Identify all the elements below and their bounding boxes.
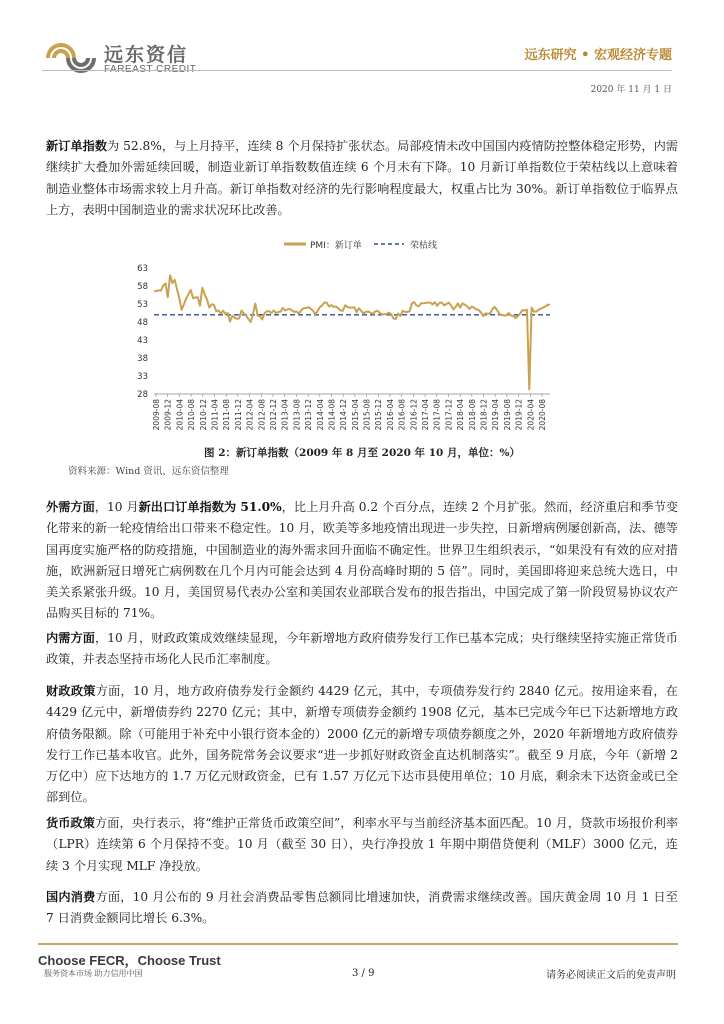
x-tick-label: 2013-08 [292,399,302,431]
brand-name-en: FAREAST CREDIT [104,64,197,75]
paragraph-domestic-demand [46,628,678,671]
paragraph-text: 方面，10 月公布的 9 月社会消费品零售总额同比增速加快，消费需求继续改善。国庆黄金周 10 月 1 日至 7 日消费金额同比增长 6.3%。 [46,890,678,926]
x-tick-label: 2014-08 [327,399,337,431]
y-tick-label: 53 [137,300,148,310]
term-monetary-policy: 货币政策 [46,816,95,830]
x-tick-label: 2012-12 [268,399,278,431]
y-tick-label: 33 [137,372,148,382]
page-header [0,0,724,105]
paragraph-text: ，比上月升高 0.2 个百分点，连续 2 个月扩张。然而，经济重启和季节变化带来的新一轮疫情给出口带来不稳定性。10 月，欧美等多地疫情出现进一步失控，日新增病例屡创新高，法、德等国再度实施严格的防疫措施，中国制造业的海外需求回升面临不确定性。世界卫生组织表示，“如果没有有效的应对措施，欧洲新冠日增死亡病例数在几个月内可能会达到 4 月份高峰时期的 5 倍”。同时，美国即将迎来总统大选日，中美关系紧张升级。10 月，美国贸易代表办公室和美国农业部联合发布的报告指出，中国完成了第一阶段贸易协议农产品购买目标的 71%。 [46,500,679,621]
legend-label-threshold: 荣枯线 [410,241,438,251]
paragraph-text: 方面，10 月，地方政府债券发行金额约 4429 亿元，其中，专项债券发行约 2840 亿元。按用途来看，在 4429 亿元中，新增债券约 2270 亿元；其中，新增专项债券金额约 1908 亿元，基本已完成今年已下达新增地方政府债务限额。除（可能用于补充中小银行资本金的）2000 亿元的新增专项债券额度之外，2020 年新增地方政府债券发行工作已基本收官。此外，国务院常务会议要求“进一步抓好财政资金直达机制落实”。截至 9 月底，今年（新增 2 万亿中）应下达地方的 1.7 万亿元财政资金，已有 1.57 万亿元下达市县使用单位；10 月底，剩余未下达资金或已全部到位。 [46,684,678,805]
x-tick-label: 2015-04 [350,399,360,431]
term-consumption: 国内消费 [46,890,96,904]
x-tick-label: 2015-08 [362,399,372,431]
paragraph-fiscal-policy [46,681,678,809]
legend-label-pmi: PMI：新订单 [310,241,362,251]
new-orders-index-chart [118,234,558,439]
y-tick-label: 28 [137,390,148,400]
x-tick-label: 2011-08 [222,399,232,431]
x-tick-label: 2018-12 [479,399,489,431]
term-new-export-orders: 新出口订单指数为 51.0% [138,500,282,514]
x-tick-label: 2009-12 [163,399,173,431]
figure-source: 资料来源：Wind 资讯，远东资信整理 [68,466,229,477]
x-tick-label: 2013-04 [280,399,290,431]
term-fiscal-policy: 财政政策 [46,684,96,698]
x-tick-label: 2012-08 [257,399,267,431]
y-tick-label: 43 [137,336,148,346]
x-tick-label: 2010-12 [198,399,208,431]
paragraph-consumption [46,887,678,930]
chart-legend [284,239,437,251]
x-tick-label: 2012-04 [245,399,255,431]
y-axis [137,264,148,400]
x-tick-label: 2010-08 [187,399,197,431]
footer-disclaimer: 请务必阅读正文后的免责声明 [546,970,676,981]
y-tick-label: 63 [137,264,148,274]
x-tick-label: 2016-12 [409,399,419,431]
brand-name-cn: 远东资信 [104,44,189,66]
x-tick-label: 2018-04 [456,399,466,431]
figure-caption: 图 2：新订单指数（2009 年 8 月至 2020 年 10 月，单位：%） [204,447,520,459]
report-date: 2020 年 11 月 1 日 [590,85,672,95]
y-tick-label: 38 [137,354,148,364]
x-tick-label: 2016-04 [385,399,395,431]
x-tick-label: 2011-04 [210,399,220,431]
x-tick-label: 2014-12 [339,399,349,431]
x-tick-label: 2019-04 [491,399,501,431]
x-tick-label: 2019-12 [514,399,524,431]
x-tick-label: 2020-08 [538,399,547,431]
term-external-demand: 外需方面 [46,500,95,514]
x-tick-label: 2014-04 [315,399,325,431]
page-number: 3 / 9 [352,968,375,979]
term-domestic-demand: 内需方面 [46,631,96,645]
x-tick-label: 2017-04 [421,399,431,431]
x-tick-label: 2020-04 [526,399,536,431]
x-tick-label: 2010-04 [175,399,185,431]
footer-subslogan: 服务资本市场 助力信用中国 [44,969,143,978]
y-tick-label: 58 [137,282,148,292]
x-tick-label: 2009-08 [152,399,161,431]
x-tick-label: 2017-12 [444,399,454,431]
paragraph-external-demand [46,497,678,625]
term-new-orders: 新订单指数 [46,139,108,153]
paragraph-text: ，10 月 [94,500,139,514]
x-tick-label: 2019-08 [502,399,512,431]
x-axis [152,394,547,430]
pmi-new-orders-series [154,275,550,389]
footer-divider [38,943,678,945]
y-tick-label: 48 [137,318,148,328]
footer-slogan: Choose FECR，Choose Trust [38,953,221,968]
x-tick-label: 2016-08 [397,399,407,431]
section-title: 远东研究 • 宏观经济专题 [524,48,672,63]
paragraph-text: ，10 月，财政政策成效继续显现，今年新增地方政府债券发行工作已基本完成；央行继续坚持实施正常货币政策，并表态坚持市场化人民币汇率制度。 [46,631,678,667]
x-tick-label: 2011-12 [233,399,243,431]
paragraph-monetary-policy [46,813,678,877]
paragraph-new-orders [46,136,678,221]
x-tick-label: 2018-08 [467,399,477,431]
header-divider [42,70,672,71]
x-tick-label: 2013-12 [304,399,314,431]
x-tick-label: 2017-08 [432,399,442,431]
paragraph-text: 为 52.8%，与上月持平，连续 8 个月保持扩张状态。局部疫情未改中国国内疫情防控整体稳定形势，内需继续扩大叠加外需延续回暖，制造业新订单指数数值连续 6 个月未有下降。10 月新订单指数位于荣枯线以上意味着制造业整体市场需求较上月升高。新订单指数对经济的先行影响程度最大，权重占比为 30%。新订单指数位于临界点上方，表明中国制造业的需求状况环比改善。 [46,139,678,217]
x-tick-label: 2015-12 [374,399,384,431]
paragraph-text: 方面，央行表示，将“维护正常货币政策空间”，利率水平与当前经济基本面匹配。10 月，贷款市场报价利率（LPR）连续第 6 个月保持不变。10 月（截至 30 日），央行净投放 1 年期中期借贷便利（MLF）3000 亿元，连续 3 个月实现 MLF 净投放。 [46,816,679,873]
